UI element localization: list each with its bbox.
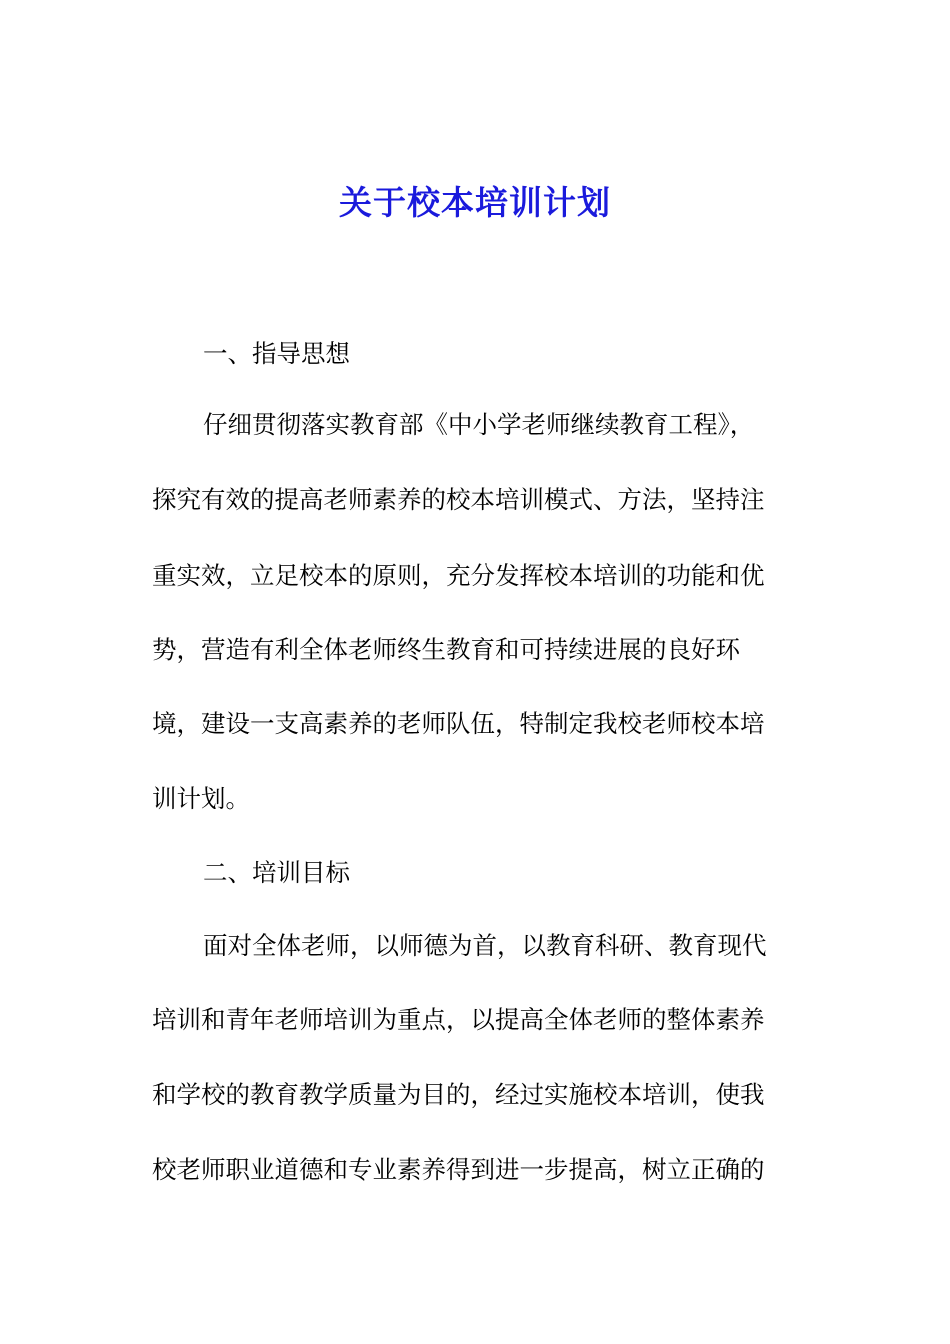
paragraph-line: 校老师职业道德和专业素养得到进一步提高，树立正确的 bbox=[152, 1155, 765, 1184]
paragraph-line: 境，建设一支高素养的老师队伍，特制定我校老师校本培 bbox=[152, 709, 765, 738]
section-heading-training-goals: 二、培训目标 bbox=[203, 858, 350, 887]
paragraph-line: 面对全体老师，以师德为首，以教育科研、教育现代 bbox=[203, 931, 767, 960]
paragraph-line: 探究有效的提高老师素养的校本培训模式、方法，坚持注 bbox=[152, 485, 765, 514]
paragraph-line: 训计划。 bbox=[152, 784, 250, 813]
paragraph-line: 和学校的教育教学质量为目的，经过实施校本培训，使我 bbox=[152, 1080, 765, 1109]
paragraph-line: 仔细贯彻落实教育部《中小学老师继续教育工程》， bbox=[203, 410, 755, 439]
paragraph-line: 培训和青年老师培训为重点，以提高全体老师的整体素养 bbox=[152, 1005, 765, 1034]
paragraph-line: 势，营造有利全体老师终生教育和可持续进展的良好环 bbox=[152, 635, 740, 664]
section-heading-guiding-ideology: 一、指导思想 bbox=[203, 339, 350, 368]
paragraph-line: 重实效，立足校本的原则，充分发挥校本培训的功能和优 bbox=[152, 561, 765, 590]
document-title: 关于校本培训计划 bbox=[339, 183, 611, 222]
